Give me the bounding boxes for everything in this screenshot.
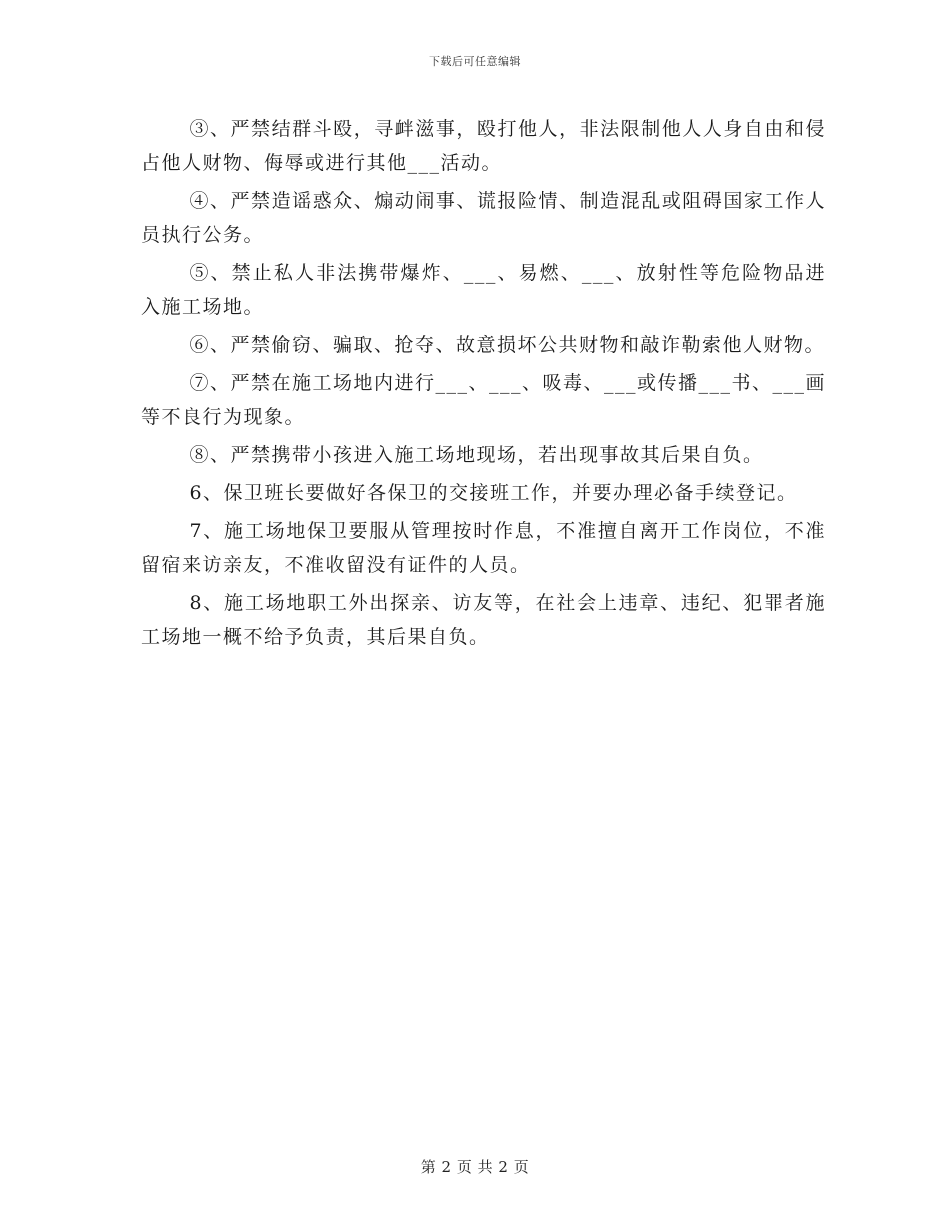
paragraph-item-8: 8、施工场地职工外出探亲、访友等，在社会上违章、违纪、犯罪者施工场地一概不给予负责，其后果自负。	[141, 592, 826, 648]
paragraph-rule-4: ④、严禁造谣惑众、煽动闹事、谎报险情、制造混乱或阻碍国家工作人员执行公务。	[141, 190, 826, 246]
document-body	[141, 112, 826, 658]
paragraph-item-7: 7、施工场地保卫要服从管理按时作息，不准擅自离开工作岗位，不准留宿来访亲友，不准收留没有证件的人员。	[141, 520, 826, 576]
paragraph-rule-6: ⑥、严禁偷窃、骗取、抢夺、故意损坏公共财物和敲诈勒索他人财物。	[189, 334, 825, 356]
paragraph-rule-8: ⑧、严禁携带小孩进入施工场地现场，若出现事故其后果自负。	[189, 444, 764, 466]
page-header: 下载后可任意编辑	[429, 55, 521, 68]
paragraph-item-6: 6、保卫班长要做好各保卫的交接班工作，并要办理必备手续登记。	[189, 482, 798, 504]
paragraph-rule-5: ⑤、禁止私人非法携带爆炸、___、易燃、___、放射性等危险物品进入施工场地。	[141, 262, 826, 318]
paragraph-rule-7: ⑦、严禁在施工场地内进行___、___、吸毒、___或传播___书、___画等不良行为现象。	[141, 372, 826, 428]
page-number-footer: 第 2 页 共 2 页	[420, 1158, 530, 1176]
paragraph-rule-3: ③、严禁结群斗殴，寻衅滋事，殴打他人，非法限制他人人身自由和侵占他人财物、侮辱或进行其他___活动。	[141, 118, 826, 174]
